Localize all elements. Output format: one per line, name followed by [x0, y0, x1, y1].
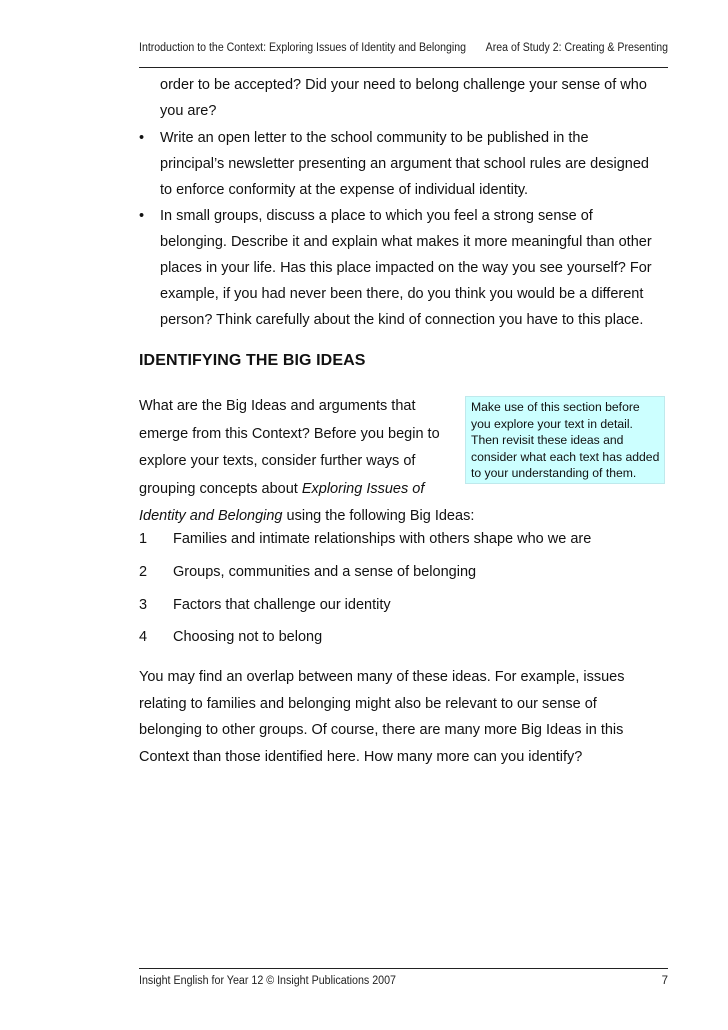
continued-bullet-text	[160, 72, 670, 124]
context-title-italic: Exploring Issues of	[301, 480, 425, 497]
page-header	[139, 42, 668, 60]
text-span: grouping concepts about	[139, 480, 302, 497]
text-line: belonging to other groups. Of course, there are many more Big Ideas in this	[139, 722, 624, 739]
bullet-icon: •	[139, 130, 145, 146]
text-line: You may find an overlap between many of these ideas. For example, issues	[139, 669, 625, 685]
text-line: Context than those identified here. How many more can you identify?	[139, 748, 583, 765]
text-line: principal’s newsletter presenting an argument that school rules are designed	[160, 156, 649, 172]
text-line: Write an open letter to the school community to be published in the	[160, 130, 589, 146]
text-line: relating to families and belonging might also be relevant to our sense of	[139, 695, 597, 712]
context-title-italic: Identity and Belonging	[139, 508, 283, 524]
list-number: 2	[139, 564, 148, 580]
callout-line: to your understanding of them.	[471, 466, 637, 481]
footer-copyright: Insight English for Year 12 © Insight Publications 2007	[139, 975, 397, 987]
text-line: places in your life. Has this place impacted on the way you see yourself? For	[160, 260, 652, 276]
callout-line: Then revisit these ideas and	[471, 433, 624, 448]
text-line: emerge from this Context? Before you begin to	[139, 425, 440, 442]
list-item-text: Families and intimate relationships with others shape who we are	[173, 531, 592, 547]
text-line: person? Think carefully about the kind of connection you have to this place.	[160, 312, 644, 328]
section-intro-paragraph	[139, 393, 475, 531]
list-item-text: Factors that challenge our identity	[173, 597, 391, 613]
text-line: What are the Big Ideas and arguments that	[139, 398, 416, 414]
callout-line: consider what each text has added	[471, 449, 660, 464]
list-number: 1	[139, 531, 148, 547]
header-context-title: Introduction to the Context: Exploring Issues of Identity and Belonging	[139, 42, 467, 54]
text-line	[139, 503, 475, 531]
text-line: you are?	[160, 103, 217, 119]
margin-note-callout	[465, 396, 665, 484]
header-rule	[139, 67, 668, 68]
list-number: 4	[139, 629, 148, 645]
text-line: example, if you had never been there, do you think you would be a different	[160, 286, 644, 302]
page-number: 7	[661, 975, 668, 987]
list-item-text: Choosing not to belong	[173, 629, 323, 645]
text-line: belonging. Describe it and explain what makes it more meaningful than other	[160, 234, 652, 250]
callout-line: you explore your text in detail.	[471, 416, 633, 431]
closing-paragraph	[139, 664, 664, 770]
section-heading: IDENTIFYING THE BIG IDEAS	[139, 352, 366, 369]
text-span: using the following Big Ideas:	[282, 508, 475, 524]
footer-rule	[139, 968, 668, 969]
text-line: In small groups, discuss a place to which you feel a strong sense of	[160, 208, 593, 224]
text-line: explore your texts, consider further ways of	[139, 453, 416, 469]
bullet-item-open-letter	[139, 125, 671, 203]
header-area-of-study: Area of Study 2: Creating & Presenting	[485, 42, 668, 54]
bullet-item-small-groups	[139, 203, 671, 333]
text-line	[139, 476, 459, 504]
callout-line: Make use of this section before	[471, 400, 640, 414]
list-number: 3	[139, 597, 148, 613]
list-item-text: Groups, communities and a sense of belonging	[173, 564, 477, 580]
bullet-icon: •	[139, 208, 145, 224]
text-line: to enforce conformity at the expense of individual identity.	[160, 182, 529, 198]
text-line: order to be accepted? Did your need to belong challenge your sense of who	[160, 77, 647, 93]
